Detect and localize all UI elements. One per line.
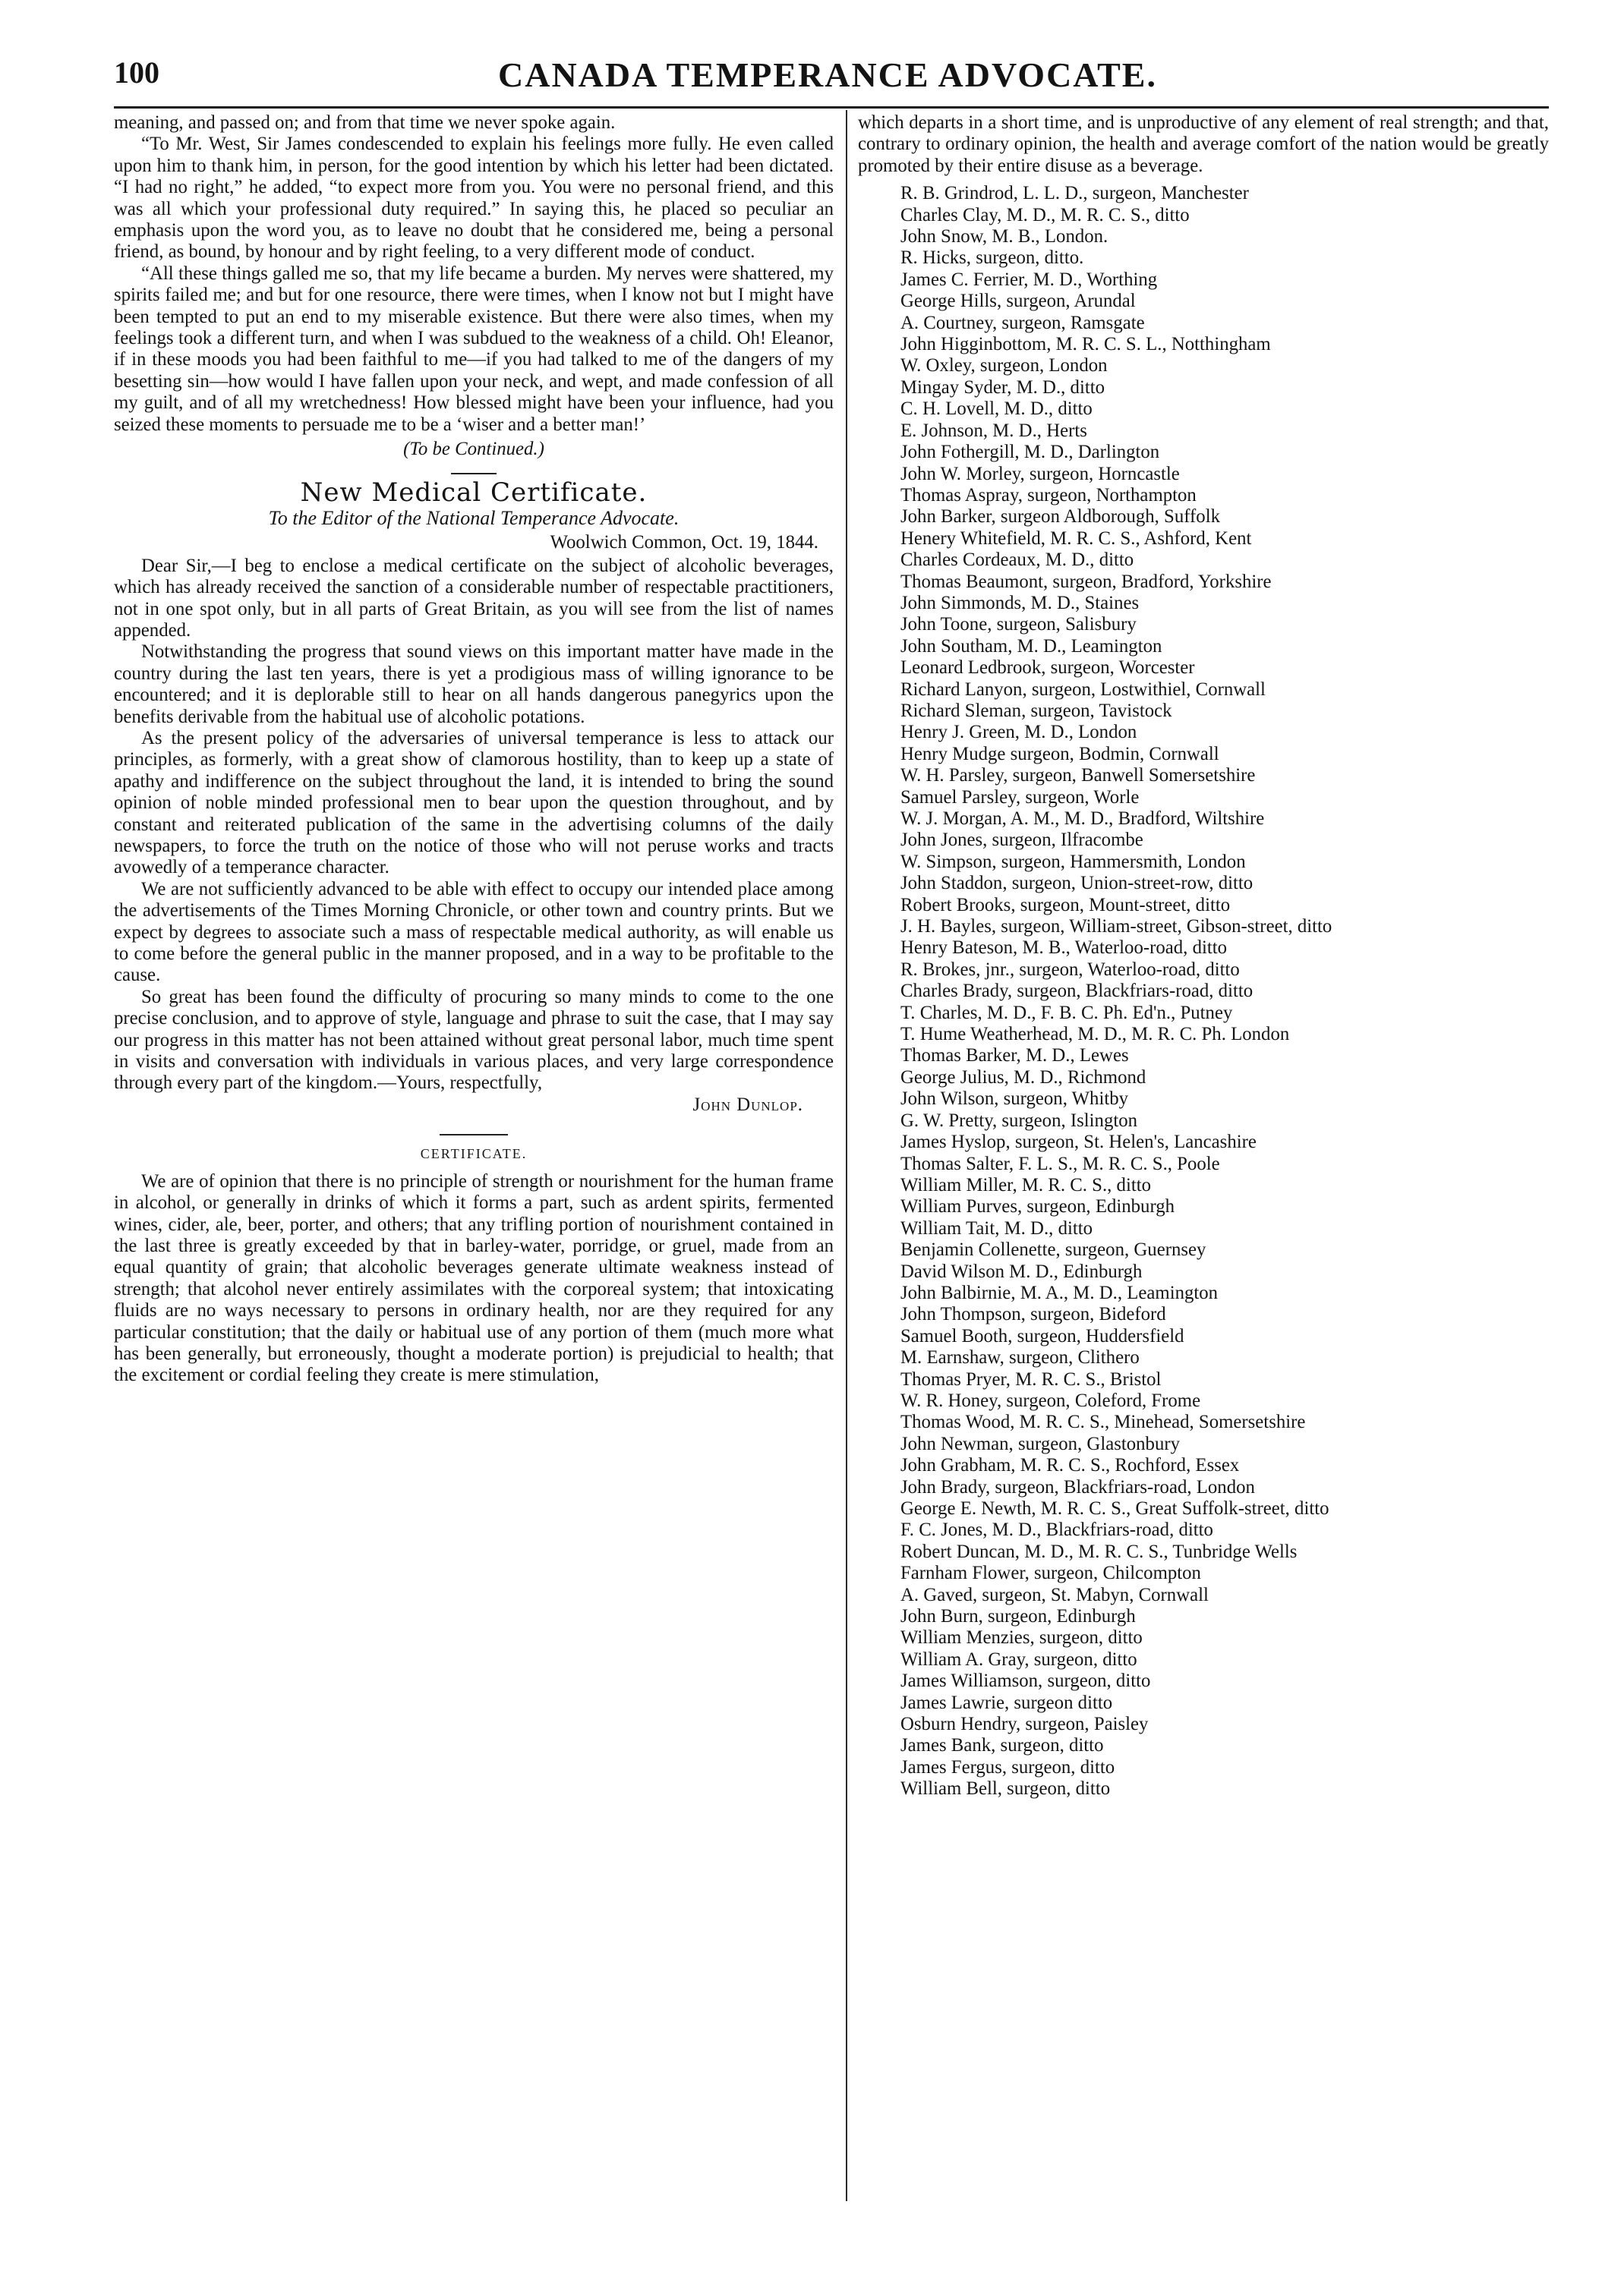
letter-paragraph: Dear Sir,—I beg to enclose a medical certificate on the subject of alcoholic beverages, which has already received the sanction of a considerable number of respectable practitioners, not in one spot only, but in all parts of Great Britain, as you will see from the list of names appended. <box>114 555 834 641</box>
signatory-entry: W. Oxley, surgeon, London <box>900 355 1108 376</box>
signatory-entry: Thomas Pryer, M. R. C. S., Bristol <box>900 1368 1162 1390</box>
signatory-entry: T. Hume Weatherhead, M. D., M. R. C. Ph. London <box>900 1024 1290 1045</box>
signatory-entry: Charles Brady, surgeon, Blackfriars-road, ditto <box>900 981 1253 1002</box>
signatory-entry: Thomas Aspray, surgeon, Northampton <box>900 484 1197 505</box>
signatory-entry: Samuel Booth, surgeon, Huddersfield <box>900 1325 1184 1346</box>
signatory-entry: James Lawrie, surgeon ditto <box>900 1692 1113 1713</box>
letter-dateline: Woolwich Common, Oct. 19, 1844. <box>550 532 818 553</box>
letter-paragraph: Notwithstanding the progress that sound views on this important matter have made in the country during the last ten years, there is yet a prodigious mass of willing ignorance to be encountered; and it is deplorable still to hear on all hands dangerous panegyrics upon the benefits derivable from the habitual use of alcoholic potations. <box>114 641 834 727</box>
signatory-entry: John Higginbottom, M. R. C. S. L., Notthingham <box>900 334 1271 355</box>
signatory-entry: John Wilson, surgeon, Whitby <box>900 1088 1129 1110</box>
signatory-entry: George Julius, M. D., Richmond <box>900 1066 1146 1088</box>
signatory-entry: James Fergus, surgeon, ditto <box>900 1756 1115 1778</box>
signatory-entry: F. C. Jones, M. D., Blackfriars-road, ditto <box>900 1520 1213 1541</box>
signatory-entry: Robert Duncan, M. D., M. R. C. S., Tunbridge Wells <box>900 1541 1298 1562</box>
signatory-entry: John Jones, surgeon, Ilfracombe <box>900 830 1143 851</box>
signatory-entry: John Southam, M. D., Leamington <box>900 635 1162 657</box>
signatory-entry: William A. Gray, surgeon, ditto <box>900 1649 1137 1670</box>
running-title: CANADA TEMPERANCE ADVOCATE. <box>498 55 1157 94</box>
signatory-entry: J. H. Bayles, surgeon, William-street, Gibson-street, ditto <box>900 916 1332 937</box>
signatory-entry: William Purves, surgeon, Edinburgh <box>900 1196 1175 1217</box>
story-paragraph: “To Mr. West, Sir James condescended to explain his feelings more fully. He even called upon him to thank him, in person, for the good intention by which his letter had been dictated. “I had no right,” he added, “to expect more from you. You were no personal friend, and this was all which your professional duty required.” In saying this, he placed so peculiar an emphasis upon the word you, as to leave no doubt that he considered me, being a personal friend, as bound, by honour and by right feeling, to a very different mode of conduct. <box>114 134 834 263</box>
signatory-entry: William Menzies, surgeon, ditto <box>900 1627 1143 1649</box>
signatory-entry: R. Hicks, surgeon, ditto. <box>900 247 1084 269</box>
signatory-entry: Henry J. Green, M. D., London <box>900 722 1137 743</box>
signatory-entry: William Tait, M. D., ditto <box>900 1217 1093 1239</box>
signatory-list <box>858 183 1549 1800</box>
signatory-entry: Samuel Parsley, surgeon, Worle <box>900 786 1140 808</box>
left-column <box>114 112 834 1387</box>
signatory-entry: W. Simpson, surgeon, Hammersmith, London <box>900 851 1246 872</box>
signatory-entry: W. H. Parsley, surgeon, Banwell Somersetshire <box>900 765 1256 786</box>
to-be-continued: (To be Continued.) <box>403 439 544 460</box>
signatory-entry: Richard Lanyon, surgeon, Lostwithiel, Cornwall <box>900 679 1266 700</box>
signatory-entry: George E. Newth, M. R. C. S., Great Suffolk-street, ditto <box>900 1498 1329 1519</box>
letter-paragraph: As the present policy of the adversaries of universal temperance is less to attack our principles, as formerly, with a great show of clamorous hostility, than to keep up a state of apathy and indifference on the subject throughout the land, it is intended to bring the sound opinion of noble minded professional men to bear upon the question throughout, and by constant and reiterated publication of the same in the advertising columns of the daily newspapers, to force the truth on the notice of those who will not peruse works and tracts avowedly of a temperance character. <box>114 727 834 878</box>
signatory-entry: W. J. Morgan, A. M., M. D., Bradford, Wiltshire <box>900 808 1265 829</box>
certificate-heading: CERTIFICATE. <box>420 1146 528 1162</box>
column-divider <box>846 110 847 2201</box>
signatory-entry: John W. Morley, surgeon, Horncastle <box>900 463 1180 484</box>
signatory-entry: John Brady, surgeon, Blackfriars-road, London <box>900 1476 1255 1498</box>
story-paragraph: “All these things galled me so, that my life became a burden. My nerves were shattered, my spirits failed me; and but for one resource, there were times, when I know not but I might have been tempted to put an end to my miserable existence. But there were also times, when my feelings took a different turn, and when I was subdued to the weakness of a child. Oh! Eleanor, if in these moods you had been faithful to me—if you had talked to me of the dangers of my besetting sin—how would I have fallen upon your neck, and wept, and made confession of all my guilt, and of all my wretchedness! How blessed might have been your influence, had you seized these moments to persuade me to be a ‘wiser and a better man!’ <box>114 263 834 435</box>
signatory-entry: Thomas Barker, M. D., Lewes <box>900 1045 1129 1066</box>
signatory-entry: George Hills, surgeon, Arundal <box>900 291 1136 312</box>
signatory-entry: David Wilson M. D., Edinburgh <box>900 1261 1143 1282</box>
signatory-entry: Charles Cordeaux, M. D., ditto <box>900 550 1134 571</box>
signatory-entry: William Miller, M. R. C. S., ditto <box>900 1174 1152 1195</box>
letter-signoff: John Dunlop. <box>692 1094 803 1115</box>
signatory-entry: James C. Ferrier, M. D., Worthing <box>900 269 1158 290</box>
story-paragraph: meaning, and passed on; and from that time we never spoke again. <box>114 112 616 133</box>
signatory-entry: Henry Bateson, M. B., Waterloo-road, ditto <box>900 937 1228 959</box>
signatory-entry: Leonard Ledbrook, surgeon, Worcester <box>900 657 1195 679</box>
signatory-entry: Mingay Syder, M. D., ditto <box>900 376 1105 398</box>
signatory-entry: John Balbirnie, M. A., M. D., Leamington <box>900 1282 1219 1303</box>
signatory-entry: W. R. Honey, surgeon, Coleford, Frome <box>900 1390 1201 1411</box>
letter-paragraph: So great has been found the difficulty of procuring so many minds to come to the one precise conclusion, and to approve of style, language and phrase to suit the case, that I may say our progress in this matter has not been attained without great personal labor, much time spent in visits and conversation with individuals in various places, and very large correspondence through every part of the kingdom.—Yours, respectfully, <box>114 986 834 1094</box>
signatory-entry: John Grabham, M. R. C. S., Rochford, Essex <box>900 1455 1240 1476</box>
signatory-entry: John Simmonds, M. D., Staines <box>900 592 1140 613</box>
signatory-entry: A. Gaved, surgeon, St. Mabyn, Cornwall <box>900 1584 1209 1605</box>
page-header <box>114 55 1541 108</box>
signatory-entry: John Staddon, surgeon, Union-street-row, ditto <box>900 873 1253 894</box>
signatory-entry: Robert Brooks, surgeon, Mount-street, ditto <box>900 894 1231 915</box>
signatory-entry: R. Brokes, jnr., surgeon, Waterloo-road, ditto <box>900 959 1240 980</box>
certificate-divider <box>440 1134 508 1135</box>
signatory-entry: Farnham Flower, surgeon, Chilcompton <box>900 1563 1201 1584</box>
signatory-entry: Henry Mudge surgeon, Bodmin, Cornwall <box>900 743 1219 764</box>
signatory-entry: R. B. Grindrod, L. L. D., surgeon, Manchester <box>900 183 1249 204</box>
signatory-entry: Henery Whitefield, M. R. C. S., Ashford, Kent <box>900 528 1252 549</box>
signatory-entry: Benjamin Collenette, surgeon, Guernsey <box>900 1239 1206 1261</box>
section-title: New Medical Certificate. <box>300 477 648 508</box>
signatory-entry: John Newman, surgeon, Glastonbury <box>900 1433 1181 1454</box>
signatory-entry: James Hyslop, surgeon, St. Helen's, Lancashire <box>900 1132 1257 1153</box>
section-divider <box>451 473 497 474</box>
signatory-entry: Thomas Wood, M. R. C. S., Minehead, Somersetshire <box>900 1412 1306 1433</box>
certificate-text-continued: which departs in a short time, and is unproductive of any element of real strength; and that, contrary to ordinary opinion, the health and average comfort of the nation would be greatly promoted by their entire disuse as a beverage. <box>858 112 1549 176</box>
signatory-entry: John Thompson, surgeon, Bideford <box>900 1304 1166 1325</box>
signatory-entry: G. W. Pretty, surgeon, Islington <box>900 1110 1138 1131</box>
signatory-entry: John Toone, surgeon, Salisbury <box>900 614 1137 635</box>
page-number: 100 <box>114 55 159 90</box>
signatory-entry: Charles Clay, M. D., M. R. C. S., ditto <box>900 204 1190 225</box>
signatory-entry: Richard Sleman, surgeon, Tavistock <box>900 700 1172 721</box>
certificate-text: We are of opinion that there is no principle of strength or nourishment for the human frame in alcohol, or generally in drinks of which it forms a part, such as ardent spirits, fermented wines, cider, ale, beer, porter, and others; that any trifling portion of nourishment contained in the last three is greatly exceeded by that in barley-water, porridge, or gruel, made from an equal quantity of grain; that alcoholic beverages generate ultimate weakness instead of strength; that alcohol never entirely assimilates with the corporeal system; that intoxicating fluids are no ways necessary to persons in ordinary health, nor are they required for any particular constitution; that the daily or habitual use of any portion of them (much more what has been generally, but erroneously, thought a moderate portion) is prejudicial to health; that the excitement or cordial feeling they create is mere stimulation, <box>114 1170 834 1386</box>
signatory-entry: Osburn Hendry, surgeon, Paisley <box>900 1714 1149 1735</box>
signatory-entry: Thomas Beaumont, surgeon, Bradford, Yorkshire <box>900 571 1272 592</box>
signatory-entry: William Bell, surgeon, ditto <box>900 1778 1111 1800</box>
letter-paragraph: We are not sufficiently advanced to be able with effect to occupy our intended place among the advertisements of the Times Morning Chronicle, or other town and country prints. But we expect by degrees to associate such a mass of respectable medical authority, as will enable us to come before the general public in the manner proposed, and in a way to be profitable to the cause. <box>114 878 834 986</box>
signatory-entry: James Bank, surgeon, ditto <box>900 1735 1104 1756</box>
signatory-entry: C. H. Lovell, M. D., ditto <box>900 398 1093 420</box>
signatory-entry: Thomas Salter, F. L. S., M. R. C. S., Poole <box>900 1153 1220 1174</box>
signatory-entry: James Williamson, surgeon, ditto <box>900 1671 1151 1692</box>
signatory-entry: A. Courtney, surgeon, Ramsgate <box>900 312 1145 333</box>
signatory-entry: John Snow, M. B., London. <box>900 226 1108 247</box>
right-column <box>858 112 1549 1800</box>
signatory-entry: John Burn, surgeon, Edinburgh <box>900 1606 1136 1627</box>
section-subtitle: To the Editor of the National Temperance Advocate. <box>268 506 680 529</box>
signatory-entry: T. Charles, M. D., F. B. C. Ph. Ed'n., Putney <box>900 1002 1233 1023</box>
signatory-entry: John Barker, surgeon Aldborough, Suffolk <box>900 506 1220 528</box>
signatory-entry: E. Johnson, M. D., Herts <box>900 420 1087 441</box>
signatory-entry: M. Earnshaw, surgeon, Clithero <box>900 1347 1140 1368</box>
signatory-entry: John Fothergill, M. D., Darlington <box>900 442 1160 463</box>
header-rule <box>114 106 1549 109</box>
